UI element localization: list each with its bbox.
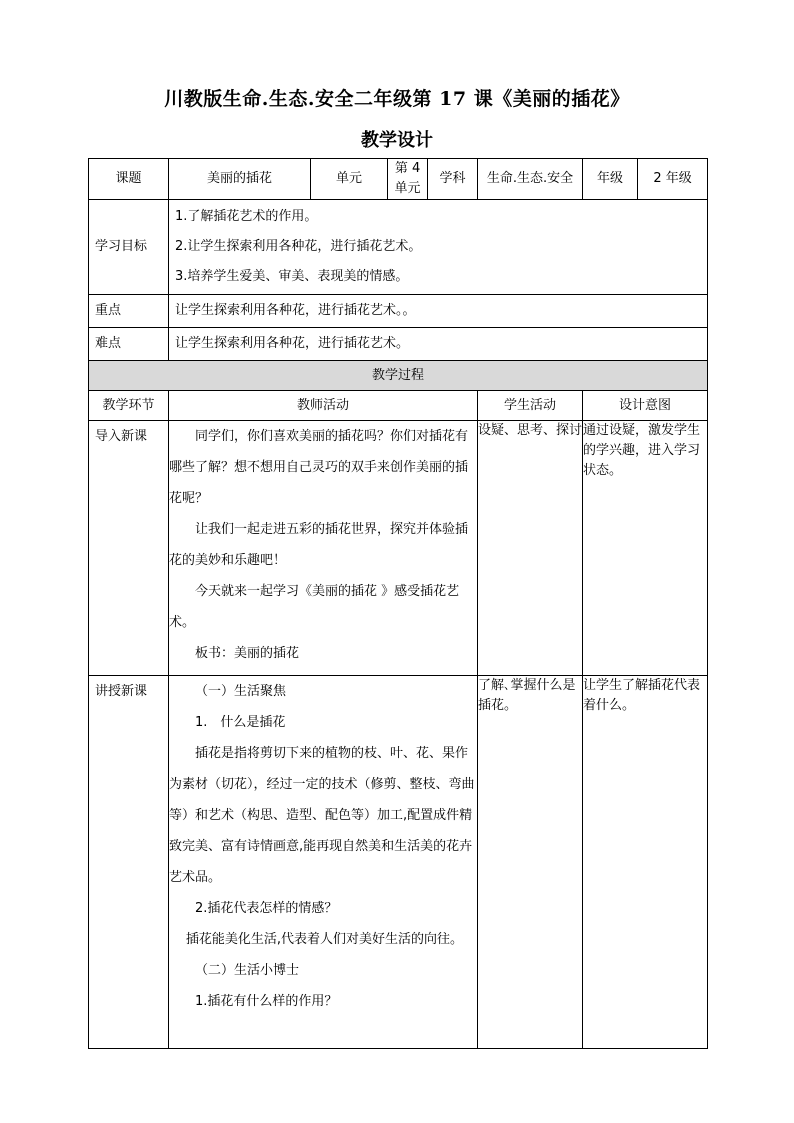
column-header: 教学环节 [89, 391, 169, 421]
teacher-paragraph: 插花能美化生活,代表着人们对美好生活的向往。 [185, 932, 464, 947]
process-columns-row [89, 391, 708, 421]
key-point-label: 重点 [89, 295, 169, 328]
goal-item: 3.培养学生爱美、审美、表现美的情感。 [175, 269, 409, 284]
process-header-row [89, 361, 708, 391]
difficulty-value: 让学生探索利用各种花，进行插花艺术。 [169, 328, 708, 361]
teacher-paragraph: 2.插花代表怎样的情感？ [195, 901, 338, 916]
goals-label-text: 学习目标 [95, 239, 148, 254]
column-header: 教师活动 [169, 391, 478, 421]
process-header: 教学过程 [89, 361, 708, 391]
teacher-activity-cell [169, 421, 478, 676]
goal-item: 2.让学生探索利用各种花，进行插花艺术。 [175, 239, 422, 254]
document-subtitle: 教学设计 [361, 130, 433, 151]
teacher-paragraph: 1. 什么是插花 [195, 715, 286, 730]
info-row [89, 159, 708, 200]
teacher-paragraph: 同学们，你们喜欢美丽的插花吗？你们对插花有哪些了解？想不想用自己灵巧的双手来创作美丽的插花呢？ [169, 429, 469, 506]
grade-label: 年级 [583, 159, 638, 200]
goal-item: 1.了解插花艺术的作用。 [175, 209, 318, 224]
subject-value: 生命.生态.安全 [478, 159, 583, 200]
teacher-paragraph: （二）生活小博士 [195, 963, 300, 978]
subject-label: 学科 [428, 159, 478, 200]
unit-value: 第 4 单元 [388, 159, 428, 200]
student-activity-cell: 设疑、思考、探讨 [478, 421, 583, 676]
teacher-activity-cell [169, 676, 478, 1049]
difficulty-row [89, 328, 708, 361]
student-activity-cell: 了解､掌握什么是插花。 [478, 676, 583, 1049]
teacher-paragraph: 让我们一起走进五彩的插花世界，探究并体验插花的美妙和乐趣吧！ [169, 522, 469, 568]
table-row [89, 676, 708, 1049]
design-intent-cell: 让学生了解插花代表着什么。 [583, 676, 708, 1049]
key-point-value: 让学生探索利用各种花，进行插花艺术。。 [169, 295, 708, 328]
goals-label [89, 200, 169, 295]
design-intent-cell: 通过设疑，激发学生的学兴趣，进入学习状态。 [583, 421, 708, 676]
grade-value: 2 年级 [638, 159, 708, 200]
column-header: 学生活动 [478, 391, 583, 421]
teacher-paragraph: 今天就来一起学习《美丽的插花 》感受插花艺术。 [169, 584, 460, 630]
stage-cell: 讲授新课 [89, 676, 169, 1049]
teacher-paragraph: 板书：美丽的插花 [195, 646, 300, 661]
topic-label: 课题 [89, 159, 169, 200]
teacher-paragraph: 插花是指将剪切下来的植物的枝、叶、花、果作为素材（切花），经过一定的技术（修剪、整枝、弯曲等）和艺术（构思、造型、配色等）加工,配置成件精致完美、富有诗情画意,能再现自然美和生活美的花卉艺术品。 [169, 746, 475, 885]
goals-list [169, 200, 708, 295]
teacher-paragraph: 1.插花有什么样的作用？ [195, 994, 338, 1009]
lesson-plan-table [88, 158, 708, 1049]
column-header: 设计意图 [583, 391, 708, 421]
document-title: 川教版生命.生态.安全二年级第 17 课《美丽的插花》 [164, 88, 630, 110]
table-row [89, 421, 708, 676]
teacher-paragraph: （一）生活聚焦 [195, 684, 287, 699]
difficulty-label: 难点 [89, 328, 169, 361]
topic-value: 美丽的插花 [169, 159, 311, 200]
key-point-row [89, 295, 708, 328]
unit-label: 单元 [311, 159, 388, 200]
stage-cell: 导入新课 [89, 421, 169, 676]
goals-row [89, 200, 708, 295]
